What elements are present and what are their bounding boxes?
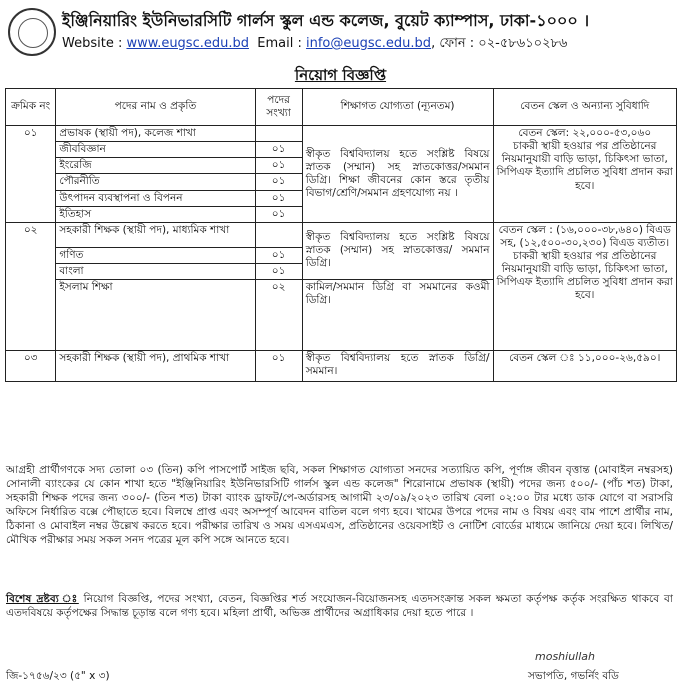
header-salary: বেতন স্কেল ও অন্যান্য সুবিধাদি	[493, 89, 677, 126]
school-logo	[8, 8, 56, 56]
notice-title: নিয়োগ বিজ্ঞপ্তি	[294, 66, 387, 84]
signer-title: সভাপতি, গভর্নিং বডি	[528, 670, 619, 682]
salary-cell	[493, 126, 677, 223]
vacancy-table	[5, 88, 677, 382]
subject-cell: ইতিহাস	[56, 206, 255, 222]
count-cell: ০১	[255, 174, 302, 190]
salary-scale: বেতন স্কেল : (১৬,০০০-৩৮,৬৪০) বিএড সহ, (১২,৫০০-৩০,২৩০) বিএড ব্যতীত।	[498, 223, 671, 249]
count-cell: ০২	[255, 280, 302, 351]
count-cell: ০১	[255, 206, 302, 222]
serial-cell: ০২	[6, 222, 56, 350]
post-cell: প্রভাষক (স্থায়ী পদ), কলেজ শাখা	[56, 126, 255, 142]
table-row	[6, 351, 677, 382]
header-count: পদের সংখ্যা	[255, 89, 302, 126]
website-link[interactable]: www.eugsc.edu.bd	[126, 36, 249, 51]
subject-cell: বাংলা	[56, 263, 255, 279]
salary-cell: বেতন স্কেল ঃ ১১,০০০-২৬,৫৯০।	[493, 351, 677, 382]
serial-cell: ০৩	[6, 351, 56, 382]
reference-code: জি-১৭৫৬/২৩ (৫" x ৩)	[6, 670, 110, 682]
count-cell	[255, 126, 302, 142]
signature: moshiullah	[535, 650, 596, 663]
website-label: Website :	[62, 36, 123, 51]
institution-title: ইঞ্জিনিয়ারিং ইউনিভারসিটি গার্লস স্কুল এন্ড কলেজ, বুয়েট ক্যাম্পাস, ঢাকা-১০০০ ।	[62, 11, 590, 30]
email-label: Email :	[257, 36, 302, 51]
header-post: পদের নাম ও প্রকৃতি	[56, 89, 255, 126]
subject-cell: ইসলাম শিক্ষা	[56, 280, 255, 351]
qualification-cell: স্বীকৃত বিশ্ববিদ্যালয় হতে সংশ্লিষ্ট বিষয়ে স্নাতক (সম্মান) সহ স্নাতকোত্তর/সমমান ডিগ্রি। শিক্ষা জীবনের কোন স্তরে তৃতীয় বিভাগ/শ্রেণি/সমমান গ্রহণযোগ্য নয় ।	[302, 126, 493, 223]
count-cell: ০১	[255, 247, 302, 263]
qualification-cell: স্বীকৃত বিশ্ববিদ্যালয় হতে সংশ্লিষ্ট বিষয়ে স্নাতক (সম্মান) সহ স্নাতকোত্তর/ সমমান ডিগ্রি।	[302, 222, 493, 279]
count-cell: ০১	[255, 142, 302, 158]
post-cell: সহকারী শিক্ষক (স্থায়ী পদ), মাধ্যমিক শাখা	[56, 222, 255, 247]
salary-scale: বেতন স্কেল: ২২,০০০-৫৩,০৬০	[518, 127, 652, 139]
special-note	[6, 592, 673, 620]
count-cell: ০১	[255, 351, 302, 382]
special-note-label: বিশেষ দ্রষ্টব্য ঃ	[6, 593, 79, 605]
benefits-text: চাকরী স্থায়ী হওয়ার পর প্রতিষ্ঠানের নিয়মানুযায়ী বাড়ি ভাড়া, চিকিৎসা ভাতা, সিপিএফ ইত্যাদি প্রচলিত সুবিধা প্রদান করা হবে।	[496, 250, 673, 302]
serial-cell: ০১	[6, 126, 56, 223]
subject-cell: পৌরনীতি	[56, 174, 255, 190]
qualification-cell: কামিল/সমমান ডিগ্রি বা সমমানের কওমী ডিগ্রি।	[302, 280, 493, 351]
email-link[interactable]: info@eugsc.edu.bd	[306, 36, 432, 51]
subject-cell: ইংরেজি	[56, 158, 255, 174]
count-cell: ০১	[255, 263, 302, 279]
application-instructions: আগ্রহী প্রার্থীগণকে সদ্য তোলা ০৩ (তিন) কপি পাসপোর্ট সাইজ ছবি, সকল শিক্ষাগত যোগ্যতা সনদের সত্যায়িত কপি, পূর্ণাঙ্গ জীবন বৃত্তান্ত (মোবাইল নম্বরসহ) সোনালী ব্যাংকের যে কোন শাখা হতে "ইঞ্জিনিয়ারিং ইউনিভারসিটি গার্লস স্কুল এন্ড কলেজ" শিরোনামে প্রভাষক (স্থায়ী) পদের জন্য ৫০০/- (পাঁচ শত) টাকা, সহকারী শিক্ষক পদের জন্য ৩০০/- (তিন শত) টাকা ব্যাংক ড্রাফট/পে-অর্ডারসহ আগামী ২৩/০৯/২০২৩ তারিখ বেলা ০২:০০ টার মধ্যে ডাক যোগে বা সরাসরি অফিসে নির্ধারিত বক্সে পৌছাতে হবে। বিলম্বে প্রাপ্ত এবং অসম্পূর্ণ আবেদন বাতিল বলে গণ্য হবে। খামের উপরে পদের নাম ও বিষয় এবং বাম পাশে প্রার্থীর নাম, ঠিকানা ও মোবাইল নম্বর উল্লেখ করতে হবে। পরীক্ষার তারিখ ও সময় এসএমএস, প্রতিষ্ঠানের ওয়েবসাইট ও নোটিশ বোর্ডের মাধ্যমে জানিয়ে দেয়া হবে। লিখিত/মৌখিক পরীক্ষার সময় সকল সনদ পত্রের মূল কপি সঙ্গে আনতে হবে।	[6, 464, 674, 547]
contact-line	[62, 34, 677, 55]
benefits-text: চাকরী স্থায়ী হওয়ার পর প্রতিষ্ঠানের নিয়মানুযায়ী বাড়ি ভাড়া, চিকিৎসা ভাতা, সিপিএফ ইত্যাদি প্রচলিত সুবিধা প্রদান করা হবে।	[496, 140, 673, 192]
phone-number: , ফোন : ০২-৫৮৬১০২৮৬	[431, 36, 568, 51]
header-serial: ক্রমিক নং	[6, 89, 56, 126]
table-header-row	[6, 89, 677, 126]
qualification-cell: স্বীকৃত বিশ্ববিদ্যালয় হতে স্নাতক ডিগ্রি/সমমান।	[302, 351, 493, 382]
header-qualification: শিক্ষাগত যোগ্যতা (ন্যূনতম)	[302, 89, 493, 126]
post-cell: সহকারী শিক্ষক (স্থায়ী পদ), প্রাথমিক শাখা	[56, 351, 255, 382]
count-cell: ০১	[255, 190, 302, 206]
salary-cell	[493, 222, 677, 350]
table-row	[6, 222, 677, 247]
subject-cell: উৎপাদন ব্যবস্থাপনা ও বিপনন	[56, 190, 255, 206]
table-row	[6, 126, 677, 142]
count-cell	[255, 222, 302, 247]
special-note-text: নিয়োগ বিজ্ঞপ্তি, পদের সংখ্যা, বেতন, বিজ্ঞপ্তির শর্ত সংযোজন-বিয়োজনসহ এতদসংক্রান্ত সকল ক্ষমতা কর্তৃপক্ষ কর্তৃক সংরক্ষিত থাকবে বা এতদবিষয়ে কর্তৃপক্ষের সিদ্ধান্ত চূড়ান্ত বলে গণ্য হবে। মহিলা প্রার্থী, অভিজ্ঞ প্রার্থীদের অগ্রাধিকার দেয়া হতে পারে ।	[6, 593, 673, 620]
subject-cell: জীববিজ্ঞান	[56, 142, 255, 158]
subject-cell: গণিত	[56, 247, 255, 263]
count-cell: ০১	[255, 158, 302, 174]
